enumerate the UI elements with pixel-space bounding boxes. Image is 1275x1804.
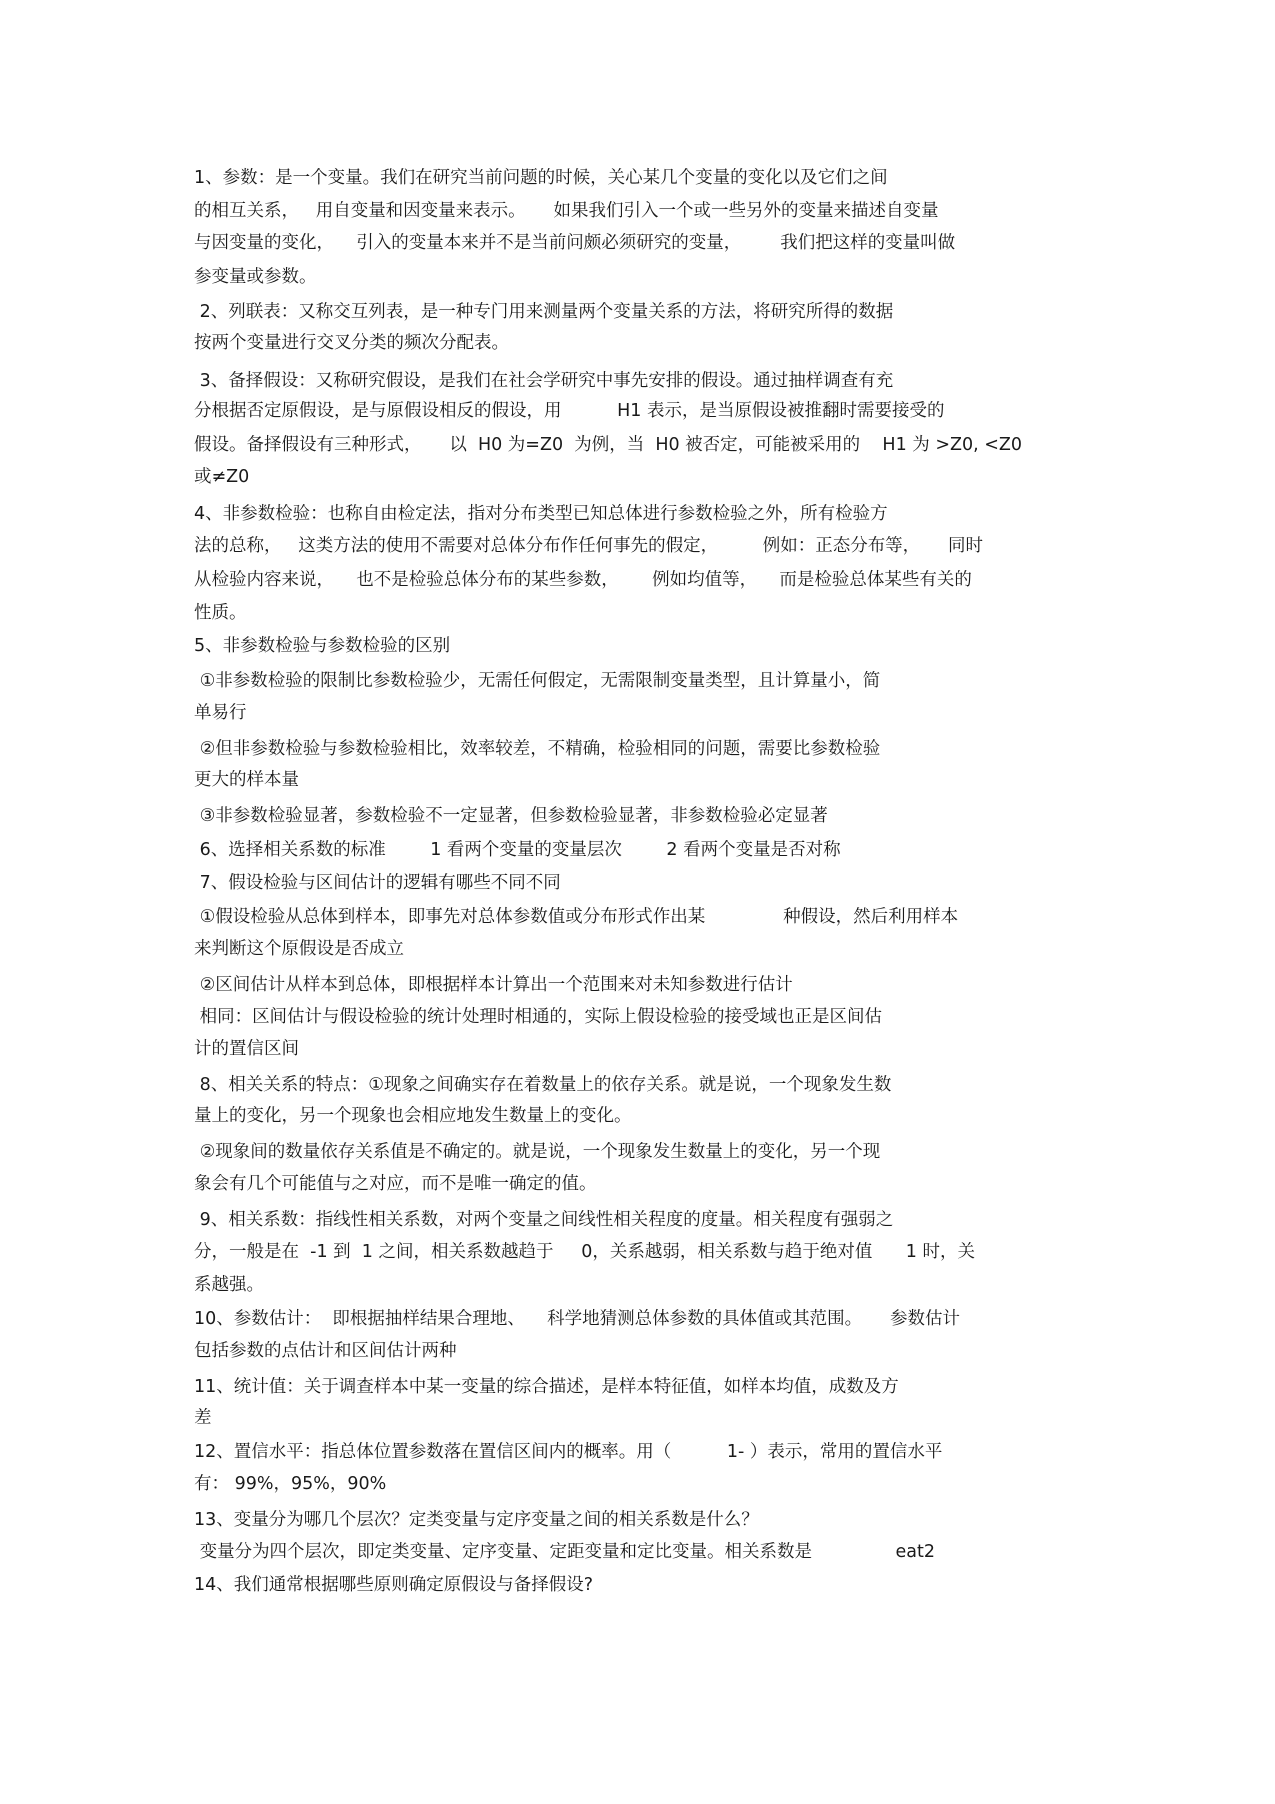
text-line: 1、参数：是一个变量。我们在研究当前问题的时候，关心某几个变量的变化以及它们之间: [194, 168, 888, 188]
text-line: 从检验内容来说， 也不是检验总体分布的某些参数， 例如均值等， 而是检验总体某些有关的: [194, 570, 972, 590]
text-line: 8、相关关系的特点：①现象之间确实存在着数量上的依存关系。就是说，一个现象发生数: [194, 1075, 892, 1095]
text-line: ③非参数检验显著，参数检验不一定显著，但参数检验显著，非参数检验必定显著: [194, 806, 828, 826]
text-line: 变量分为四个层次，即定类变量、定序变量、定距变量和定比变量。相关系数是 eat2: [194, 1542, 935, 1562]
text-line: ②但非参数检验与参数检验相比，效率较差，不精确，检验相同的问题，需要比参数检验: [194, 739, 881, 759]
text-line: 更大的样本量: [194, 770, 299, 790]
text-line: 法的总称， 这类方法的使用不需要对总体分布作任何事先的假定， 例如：正态分布等， 同时: [194, 536, 984, 556]
text-line: 5、非参数检验与参数检验的区别: [194, 636, 451, 656]
text-line: 系越强。: [194, 1275, 264, 1295]
text-line: ①非参数检验的限制比参数检验少，无需任何假定，无需限制变量类型，且计算量小，简: [194, 671, 881, 691]
text-line: 假设。备择假设有三种形式， 以 H0 为=Z0 为例，当 H0 被否定，可能被采用的 H1 为 >Z0, <Z0: [194, 435, 1023, 455]
text-line: 6、选择相关系数的标准 1 看两个变量的变量层次 2 看两个变量是否对称: [194, 840, 841, 860]
text-line: 差: [194, 1408, 212, 1428]
text-line: 12、置信水平：指总体位置参数落在置信区间内的概率。用（ 1- ）表示，常用的置信水平: [194, 1442, 943, 1462]
text-line: 象会有几个可能值与之对应，而不是唯一确定的值。: [194, 1174, 597, 1194]
text-line: ①假设检验从总体到样本，即事先对总体参数值或分布形式作出某 种假设，然后利用样本: [194, 907, 959, 927]
text-line: 有： 99%，95%，90%: [194, 1474, 387, 1494]
text-line: 13、变量分为哪几个层次？定类变量与定序变量之间的相关系数是什么？: [194, 1510, 759, 1530]
text-line: 参变量或参数。: [194, 267, 317, 287]
text-line: 计的置信区间: [194, 1039, 299, 1059]
text-line: 单易行: [194, 703, 247, 723]
text-line: 来判断这个原假设是否成立: [194, 939, 404, 959]
text-line: 2、列联表：又称交互列表，是一种专门用来测量两个变量关系的方法，将研究所得的数据: [194, 302, 894, 322]
text-line: ②区间估计从样本到总体，即根据样本计算出一个范围来对未知参数进行估计: [194, 975, 793, 995]
text-line: 4、非参数检验：也称自由检定法，指对分布类型已知总体进行参数检验之外，所有检验方: [194, 504, 888, 524]
text-line: 包括参数的点估计和区间估计两种: [194, 1341, 457, 1361]
text-line: 的相互关系， 用自变量和因变量来表示。 如果我们引入一个或一些另外的变量来描述自变量: [194, 201, 939, 221]
text-line: 与因变量的变化， 引入的变量本来并不是当前问颇必须研究的变量， 我们把这样的变量叫做: [194, 233, 956, 253]
text-line: 量上的变化，另一个现象也会相应地发生数量上的变化。: [194, 1106, 632, 1126]
text-line: 11、统计值：关于调查样本中某一变量的综合描述，是样本特征值，如样本均值，成数及方: [194, 1377, 899, 1397]
text-line: 7、假设检验与区间估计的逻辑有哪些不同不同: [194, 873, 561, 893]
text-line: 性质。: [194, 603, 247, 623]
text-line: 按两个变量进行交叉分类的频次分配表。: [194, 333, 509, 353]
text-line: 相同：区间估计与假设检验的统计处理时相通的，实际上假设检验的接受域也正是区间估: [194, 1007, 883, 1027]
text-line: 或≠Z0: [194, 467, 250, 487]
text-line: 14、我们通常根据哪些原则确定原假设与备择假设?: [194, 1575, 594, 1595]
text-line: 分，一般是在 -1 到 1 之间，相关系数越趋于 0，关系越弱，相关系数与趋于绝对值 1 时，关: [194, 1242, 975, 1262]
text-line: 10、参数估计： 即根据抽样结果合理地、 科学地猜测总体参数的具体值或其范围。 参数估计: [194, 1309, 960, 1329]
text-line: 3、备择假设：又称研究假设，是我们在社会学研究中事先安排的假设。通过抽样调查有充: [194, 371, 894, 391]
text-line: 分根据否定原假设，是与原假设相反的假设，用 H1 表示，是当原假设被推翻时需要接受的: [194, 401, 945, 421]
text-line: 9、相关系数：指线性相关系数，对两个变量之间线性相关程度的度量。相关程度有强弱之: [194, 1210, 894, 1230]
text-line: ②现象间的数量依存关系值是不确定的。就是说，一个现象发生数量上的变化，另一个现: [194, 1142, 881, 1162]
